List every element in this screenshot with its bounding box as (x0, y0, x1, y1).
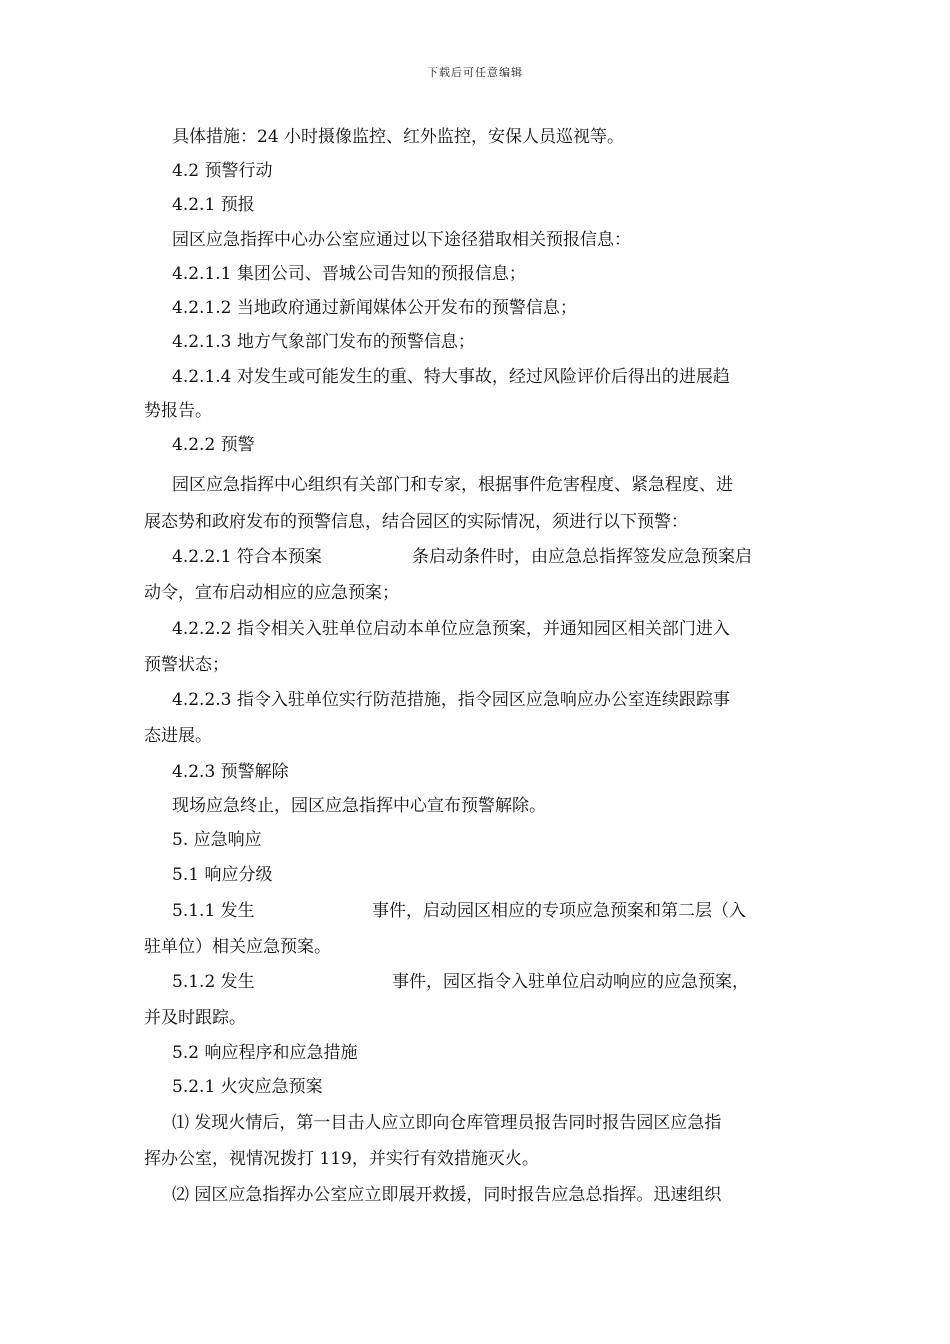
list-item: 5.1.1 发生 (172, 901, 255, 921)
list-item: ⑵ 园区应急指挥办公室应立即展开救援，同时报告应急总指挥。迅速组织 (172, 1185, 722, 1205)
paragraph-line: 势报告。 (144, 401, 212, 421)
section-heading: 5. 应急响应 (172, 830, 262, 850)
list-item: 5.1.2 发生 (172, 972, 255, 992)
paragraph-line: 展态势和政府发布的预警信息，结合园区的实际情况，须进行以下预警： (144, 512, 688, 532)
section-heading: 5.1 响应分级 (172, 865, 273, 885)
section-heading: 4.2.3 预警解除 (172, 762, 289, 782)
list-item-continuation: 事件，启动园区相应的专项应急预案和第二层（入 (372, 901, 746, 921)
list-item: 4.2.2.3 指令入驻单位实行防范措施，指令园区应急响应办公室连续跟踪事 (172, 690, 730, 710)
list-item-continuation: 事件，园区指令入驻单位启动响应的应急预案， (392, 972, 749, 992)
paragraph-line: 并及时跟踪。 (144, 1008, 246, 1028)
list-item: 4.2.1.1 集团公司、晋城公司告知的预报信息； (172, 264, 526, 284)
paragraph-line: 具体措施：24 小时摄像监控、红外监控，安保人员巡视等。 (172, 127, 625, 147)
list-item: 4.2.1.3 地方气象部门发布的预警信息； (172, 332, 475, 352)
section-heading: 5.2 响应程序和应急措施 (172, 1043, 358, 1063)
list-item-continuation: 条启动条件时，由应急总指挥签发应急预案启 (412, 547, 752, 567)
list-item: ⑴ 发现火情后，第一目击人应立即向仓库管理员报告同时报告园区应急指 (172, 1113, 722, 1133)
section-heading: 4.2.2 预警 (172, 435, 255, 455)
list-item: 4.2.2.1 符合本预案 (172, 547, 322, 567)
paragraph-line: 挥办公室，视情况拨打 119，并实行有效措施灭火。 (144, 1149, 539, 1169)
paragraph-line: 园区应急指挥中心组织有关部门和专家，根据事件危害程度、紧急程度、进 (172, 475, 733, 495)
section-heading: 4.2 预警行动 (172, 161, 273, 181)
paragraph-line: 预警状态； (144, 655, 229, 675)
page-header: 下载后可任意编辑 (427, 66, 523, 79)
paragraph-line: 动令，宣布启动相应的应急预案； (144, 583, 399, 603)
section-heading: 5.2.1 火灾应急预案 (172, 1077, 323, 1097)
paragraph-line: 驻单位）相关应急预案。 (144, 937, 331, 957)
list-item: 4.2.1.4 对发生或可能发生的重、特大事故，经过风险评价后得出的进展趋 (172, 367, 730, 387)
list-item: 4.2.2.2 指令相关入驻单位启动本单位应急预案，并通知园区相关部门进入 (172, 619, 730, 639)
paragraph-line: 园区应急指挥中心办公室应通过以下途径猎取相关预报信息： (172, 230, 631, 250)
paragraph-line: 现场应急终止，园区应急指挥中心宣布预警解除。 (172, 796, 546, 816)
paragraph-line: 态进展。 (144, 726, 212, 746)
list-item: 4.2.1.2 当地政府通过新闻媒体公开发布的预警信息； (172, 298, 577, 318)
section-heading: 4.2.1 预报 (172, 195, 255, 215)
